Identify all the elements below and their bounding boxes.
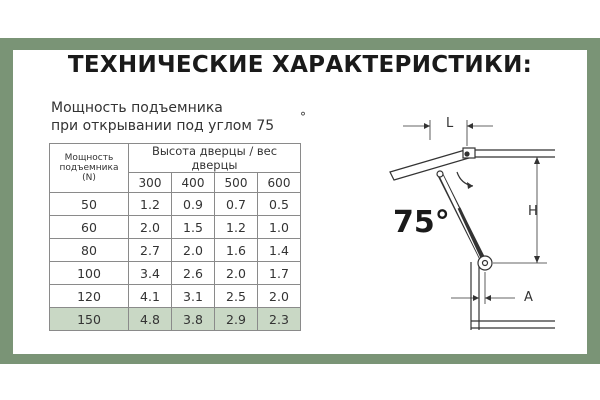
- door-size-header: Высота дверцы / вес дверцы: [129, 144, 301, 173]
- cabinet-wall: [471, 262, 555, 330]
- weight-cell: 1.4: [258, 239, 301, 262]
- force-cell: 150: [50, 308, 129, 331]
- weight-cell: 2.9: [215, 308, 258, 331]
- weight-cell: 1.0: [258, 216, 301, 239]
- caption-degree: °: [300, 110, 306, 124]
- dimension-l-label: L: [446, 116, 454, 131]
- table-row: [50, 193, 301, 216]
- weight-cell: 0.9: [172, 193, 215, 216]
- height-header: 600: [258, 173, 301, 193]
- weight-cell: 4.8: [129, 308, 172, 331]
- force-cell: 100: [50, 262, 129, 285]
- weight-cell: 3.4: [129, 262, 172, 285]
- corner-line: (N): [82, 173, 96, 183]
- angle-arc: [457, 172, 473, 189]
- weight-cell: 2.3: [258, 308, 301, 331]
- corner-line: Мощность: [64, 153, 114, 163]
- weight-cell: 2.5: [215, 285, 258, 308]
- height-header: 400: [172, 173, 215, 193]
- weight-cell: 3.1: [172, 285, 215, 308]
- table-caption: [51, 99, 274, 135]
- weight-cell: 1.5: [172, 216, 215, 239]
- table-row: [50, 216, 301, 239]
- height-header: 300: [129, 173, 172, 193]
- angle-label: 75°: [393, 205, 450, 240]
- caption-line-2: при открывании под углом 75: [51, 118, 275, 134]
- table-row: [50, 285, 301, 308]
- weight-cell: 2.0: [215, 262, 258, 285]
- weight-cell: 0.7: [215, 193, 258, 216]
- force-cell: 50: [50, 193, 129, 216]
- weight-cell: 1.2: [215, 216, 258, 239]
- force-cell: 80: [50, 239, 129, 262]
- cabinet-top: [473, 150, 555, 157]
- corner-line: подъемника: [59, 163, 119, 173]
- caption-line-1: Мощность подъемника: [51, 100, 223, 116]
- spec-table: [49, 143, 301, 331]
- force-cell: 60: [50, 216, 129, 239]
- weight-cell: 0.5: [258, 193, 301, 216]
- page-title: ТЕХНИЧЕСКИЕ ХАРАКТЕРИСТИКИ:: [67, 52, 533, 78]
- height-header: 500: [215, 173, 258, 193]
- weight-cell: 4.1: [129, 285, 172, 308]
- weight-cell: 2.0: [258, 285, 301, 308]
- weight-cell: 1.7: [258, 262, 301, 285]
- hinge-bracket: [463, 148, 475, 158]
- door-panel: [390, 150, 469, 180]
- weight-cell: 3.8: [172, 308, 215, 331]
- weight-cell: 1.2: [129, 193, 172, 216]
- weight-cell: 2.0: [172, 239, 215, 262]
- weight-cell: 2.0: [129, 216, 172, 239]
- dimension-a: [451, 272, 515, 304]
- table-row: [50, 239, 301, 262]
- dimension-h-label: H: [528, 204, 538, 219]
- weight-cell: 2.7: [129, 239, 172, 262]
- table-row: [50, 262, 301, 285]
- force-column-header: [50, 144, 129, 193]
- weight-cell: 1.6: [215, 239, 258, 262]
- weight-cell: 2.6: [172, 262, 215, 285]
- dimension-a-label: A: [524, 290, 533, 305]
- force-cell: 120: [50, 285, 129, 308]
- table-row-highlighted: [50, 308, 301, 331]
